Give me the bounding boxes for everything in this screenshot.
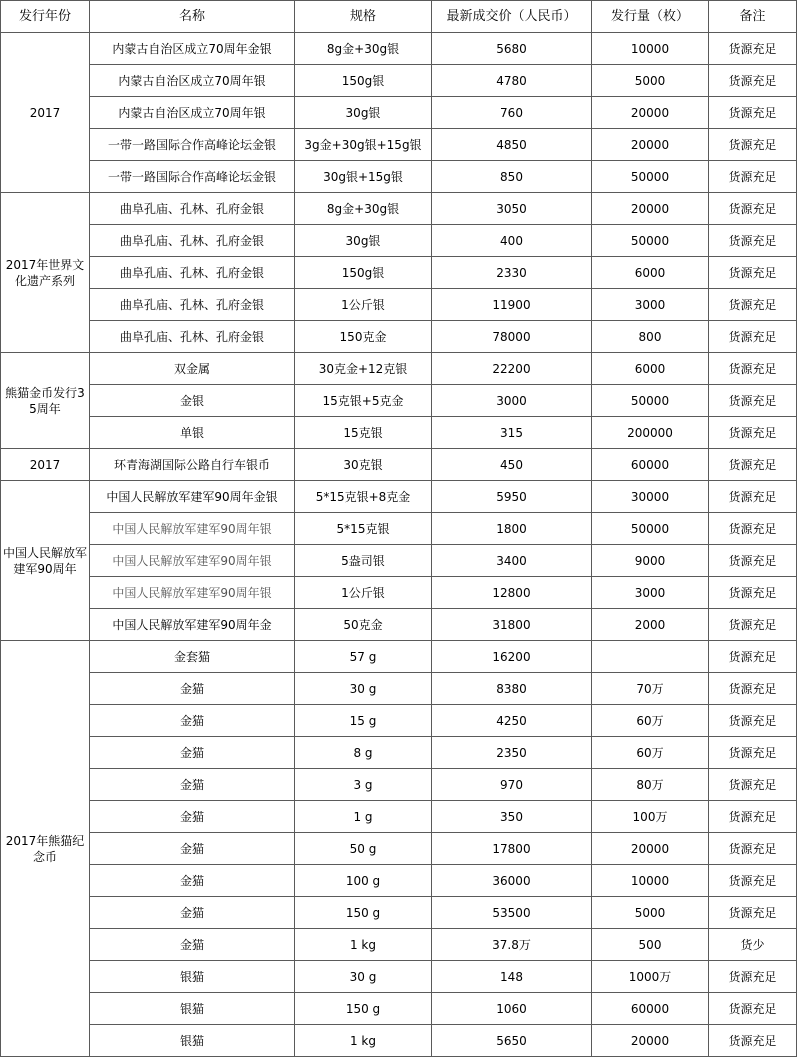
cell-name: 金猫 [90,673,295,705]
header-year: 发行年份 [1,1,90,33]
cell-name: 单银 [90,417,295,449]
cell-price: 3400 [432,545,592,577]
table-row [1,801,797,833]
cell-price: 850 [432,161,592,193]
cell-name: 曲阜孔庙、孔林、孔府金银 [90,193,295,225]
cell-price: 12800 [432,577,592,609]
cell-name: 曲阜孔庙、孔林、孔府金银 [90,289,295,321]
cell-note: 货源充足 [709,417,797,449]
cell-name: 中国人民解放军建军90周年银 [90,545,295,577]
cell-name: 曲阜孔庙、孔林、孔府金银 [90,225,295,257]
cell-mintage: 50000 [592,161,709,193]
cell-name: 金银 [90,385,295,417]
cell-spec: 1公斤银 [295,289,432,321]
cell-spec: 100 g [295,865,432,897]
cell-name: 银猫 [90,961,295,993]
cell-name: 内蒙古自治区成立70周年金银 [90,33,295,65]
cell-note: 货源充足 [709,705,797,737]
cell-name: 银猫 [90,993,295,1025]
table-row [1,1025,797,1057]
cell-note: 货源充足 [709,641,797,673]
table-row [1,97,797,129]
cell-spec: 1公斤银 [295,577,432,609]
cell-name: 金猫 [90,769,295,801]
cell-mintage: 200000 [592,417,709,449]
cell-note: 货源充足 [709,385,797,417]
table-row [1,545,797,577]
cell-spec: 1 kg [295,929,432,961]
table-row [1,33,797,65]
cell-price: 4250 [432,705,592,737]
cell-note: 货源充足 [709,577,797,609]
cell-mintage: 20000 [592,833,709,865]
cell-mintage: 50000 [592,513,709,545]
cell-name: 曲阜孔庙、孔林、孔府金银 [90,257,295,289]
cell-mintage: 9000 [592,545,709,577]
table-row [1,385,797,417]
cell-mintage: 6000 [592,257,709,289]
cell-note: 货源充足 [709,993,797,1025]
cell-name: 金猫 [90,897,295,929]
cell-mintage: 10000 [592,33,709,65]
cell-mintage: 70万 [592,673,709,705]
group-label: 2017年世界文化遗产系列 [1,193,90,353]
cell-price: 3050 [432,193,592,225]
cell-price: 2350 [432,737,592,769]
cell-note: 货源充足 [709,289,797,321]
table-row [1,353,797,385]
header-row [1,1,797,33]
cell-name: 一带一路国际合作高峰论坛金银 [90,161,295,193]
table-row [1,993,797,1025]
cell-mintage: 20000 [592,193,709,225]
cell-note: 货源充足 [709,545,797,577]
table-row [1,225,797,257]
cell-spec: 8g金+30g银 [295,193,432,225]
table-row [1,481,797,513]
cell-note: 货源充足 [709,449,797,481]
cell-mintage: 60万 [592,737,709,769]
cell-mintage: 20000 [592,129,709,161]
table-row [1,449,797,481]
cell-note: 货源充足 [709,257,797,289]
cell-mintage: 10000 [592,865,709,897]
cell-name: 金猫 [90,929,295,961]
table-row [1,865,797,897]
table-row [1,929,797,961]
cell-note: 货源充足 [709,65,797,97]
table-row [1,289,797,321]
cell-spec: 5*15克银 [295,513,432,545]
cell-spec: 30 g [295,673,432,705]
header-mintage: 发行量（枚） [592,1,709,33]
cell-note: 货源充足 [709,961,797,993]
cell-price: 4850 [432,129,592,161]
cell-spec: 30g银+15g银 [295,161,432,193]
cell-price: 8380 [432,673,592,705]
cell-price: 3000 [432,385,592,417]
cell-price: 1060 [432,993,592,1025]
cell-price: 5950 [432,481,592,513]
cell-note: 货源充足 [709,193,797,225]
group-label: 中国人民解放军建军90周年 [1,481,90,641]
table-row [1,417,797,449]
cell-mintage: 3000 [592,289,709,321]
cell-spec: 150g银 [295,257,432,289]
table-row [1,961,797,993]
cell-spec: 1 kg [295,1025,432,1057]
cell-price: 16200 [432,641,592,673]
cell-spec: 30g银 [295,225,432,257]
group-label: 2017 [1,449,90,481]
cell-spec: 150克金 [295,321,432,353]
cell-note: 货源充足 [709,97,797,129]
cell-price: 17800 [432,833,592,865]
group-label: 2017 [1,33,90,193]
cell-price: 315 [432,417,592,449]
cell-name: 环青海湖国际公路自行车银币 [90,449,295,481]
header-note: 备注 [709,1,797,33]
cell-mintage: 60000 [592,449,709,481]
cell-note: 货源充足 [709,833,797,865]
cell-mintage [592,641,709,673]
table-row [1,673,797,705]
cell-note: 货源充足 [709,129,797,161]
cell-price: 37.8万 [432,929,592,961]
group-label: 2017年熊猫纪念币 [1,641,90,1057]
cell-name: 中国人民解放军建军90周年金银 [90,481,295,513]
cell-mintage: 20000 [592,1025,709,1057]
cell-name: 一带一路国际合作高峰论坛金银 [90,129,295,161]
cell-price: 4780 [432,65,592,97]
cell-mintage: 60000 [592,993,709,1025]
cell-spec: 50 g [295,833,432,865]
cell-note: 货源充足 [709,673,797,705]
table-row [1,833,797,865]
cell-spec: 1 g [295,801,432,833]
cell-name: 银猫 [90,1025,295,1057]
cell-note: 货源充足 [709,801,797,833]
cell-spec: 150g银 [295,65,432,97]
cell-mintage: 6000 [592,353,709,385]
cell-mintage: 30000 [592,481,709,513]
cell-spec: 8 g [295,737,432,769]
table-row [1,193,797,225]
cell-price: 5680 [432,33,592,65]
table-row [1,65,797,97]
header-spec: 规格 [295,1,432,33]
cell-name: 内蒙古自治区成立70周年银 [90,65,295,97]
cell-note: 货源充足 [709,33,797,65]
cell-note: 货源充足 [709,353,797,385]
cell-price: 53500 [432,897,592,929]
cell-price: 450 [432,449,592,481]
table-row [1,737,797,769]
cell-mintage: 20000 [592,97,709,129]
cell-price: 11900 [432,289,592,321]
cell-note: 货源充足 [709,321,797,353]
cell-price: 970 [432,769,592,801]
cell-spec: 5*15克银+8克金 [295,481,432,513]
cell-spec: 15克银 [295,417,432,449]
cell-price: 78000 [432,321,592,353]
table-row [1,321,797,353]
cell-note: 货源充足 [709,865,797,897]
cell-name: 中国人民解放军建军90周年银 [90,577,295,609]
cell-note: 货源充足 [709,513,797,545]
table-row [1,129,797,161]
table-row [1,513,797,545]
cell-note: 货源充足 [709,897,797,929]
cell-name: 金猫 [90,705,295,737]
group-label: 熊猫金币发行35周年 [1,353,90,449]
header-price: 最新成交价（人民币） [432,1,592,33]
cell-mintage: 80万 [592,769,709,801]
cell-spec: 8g金+30g银 [295,33,432,65]
table-row [1,609,797,641]
cell-note: 货源充足 [709,225,797,257]
cell-mintage: 50000 [592,225,709,257]
cell-spec: 30克金+12克银 [295,353,432,385]
cell-name: 双金属 [90,353,295,385]
cell-note: 货源充足 [709,609,797,641]
table-row [1,577,797,609]
cell-name: 曲阜孔庙、孔林、孔府金银 [90,321,295,353]
table-row [1,161,797,193]
cell-spec: 30克银 [295,449,432,481]
cell-spec: 15 g [295,705,432,737]
cell-name: 内蒙古自治区成立70周年银 [90,97,295,129]
cell-price: 5650 [432,1025,592,1057]
cell-name: 中国人民解放军建军90周年银 [90,513,295,545]
cell-spec: 30g银 [295,97,432,129]
cell-mintage: 50000 [592,385,709,417]
cell-price: 31800 [432,609,592,641]
cell-mintage: 2000 [592,609,709,641]
cell-mintage: 60万 [592,705,709,737]
cell-note: 货源充足 [709,481,797,513]
cell-spec: 30 g [295,961,432,993]
cell-price: 36000 [432,865,592,897]
table-row [1,705,797,737]
cell-name: 中国人民解放军建军90周年金 [90,609,295,641]
cell-spec: 3 g [295,769,432,801]
cell-name: 金套猫 [90,641,295,673]
cell-mintage: 800 [592,321,709,353]
cell-mintage: 5000 [592,897,709,929]
cell-mintage: 500 [592,929,709,961]
cell-price: 22200 [432,353,592,385]
cell-spec: 3g金+30g银+15g银 [295,129,432,161]
cell-name: 金猫 [90,833,295,865]
cell-mintage: 3000 [592,577,709,609]
cell-price: 148 [432,961,592,993]
header-name: 名称 [90,1,295,33]
cell-price: 400 [432,225,592,257]
cell-spec: 15克银+5克金 [295,385,432,417]
cell-note: 货源充足 [709,769,797,801]
table-body [1,33,797,1057]
table-row [1,769,797,801]
cell-spec: 50克金 [295,609,432,641]
cell-name: 金猫 [90,737,295,769]
cell-note: 货源充足 [709,737,797,769]
cell-note: 货少 [709,929,797,961]
cell-price: 350 [432,801,592,833]
cell-name: 金猫 [90,801,295,833]
cell-price: 2330 [432,257,592,289]
cell-spec: 150 g [295,993,432,1025]
cell-mintage: 100万 [592,801,709,833]
cell-spec: 57 g [295,641,432,673]
table-row [1,257,797,289]
cell-name: 金猫 [90,865,295,897]
cell-spec: 5盎司银 [295,545,432,577]
table-row [1,641,797,673]
cell-price: 1800 [432,513,592,545]
cell-note: 货源充足 [709,1025,797,1057]
table-row [1,897,797,929]
cell-note: 货源充足 [709,161,797,193]
cell-mintage: 5000 [592,65,709,97]
cell-mintage: 1000万 [592,961,709,993]
cell-spec: 150 g [295,897,432,929]
cell-price: 760 [432,97,592,129]
